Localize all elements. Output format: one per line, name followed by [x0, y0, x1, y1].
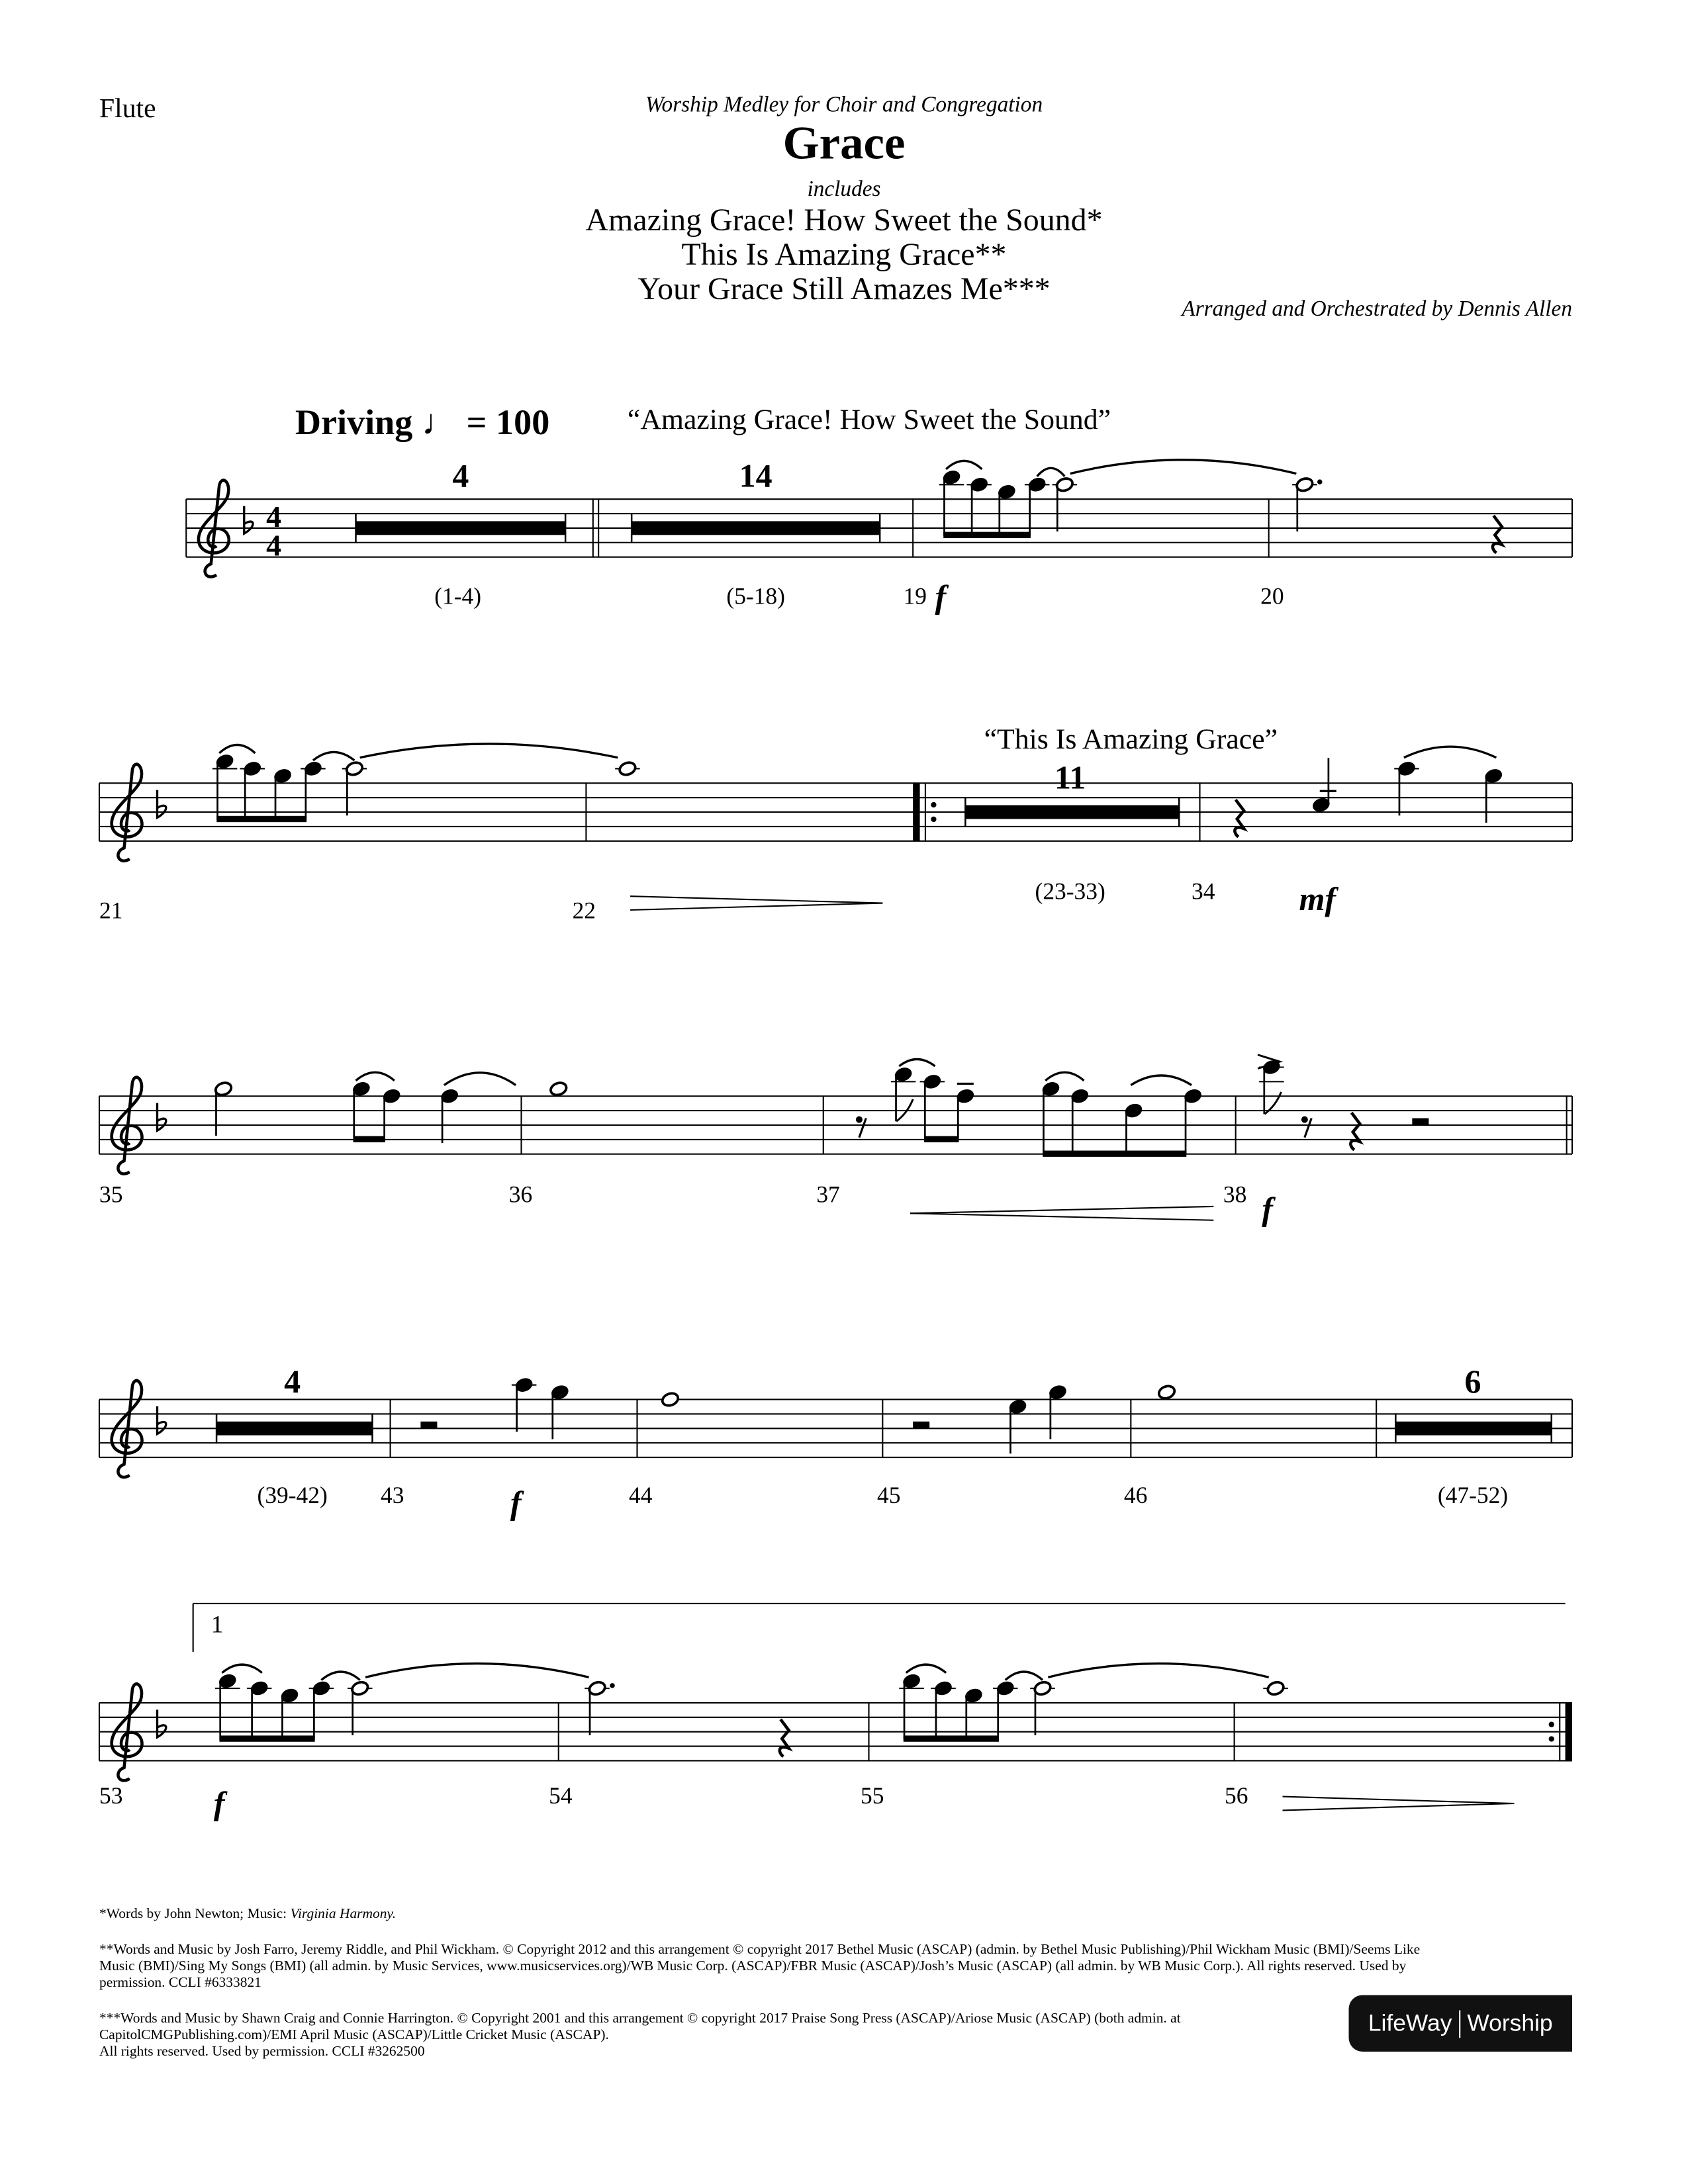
key-signature-flat-icon	[244, 506, 253, 534]
slur	[1045, 1072, 1084, 1081]
beam	[353, 1136, 385, 1142]
notehead	[618, 760, 637, 777]
measure-number: 36	[508, 1181, 533, 1208]
notehead	[1266, 1680, 1286, 1697]
song-title-2: This Is Amazing Grace**	[681, 237, 1007, 272]
dynamic-forte: f	[935, 580, 947, 617]
time-signature-top: 4	[266, 499, 282, 533]
tempo-marking	[295, 402, 550, 443]
slur	[899, 1060, 935, 1066]
decrescendo-hairpin	[1282, 1803, 1514, 1810]
measure-number: 46	[1123, 1482, 1148, 1509]
footnote-rights: All rights reserved. Used by permission. CCLI #3262500	[99, 2044, 425, 2060]
decrescendo-hairpin	[630, 896, 882, 903]
slur	[906, 1664, 946, 1673]
multimeasure-rest	[216, 1422, 372, 1435]
slur	[360, 744, 618, 758]
page-title: Grace	[782, 118, 906, 170]
augmentation-dot	[610, 1683, 615, 1688]
footnote-text-italic: Virginia Harmony.	[290, 1907, 397, 1923]
beam	[904, 1735, 999, 1741]
logo-text: LifeWay	[1368, 2009, 1452, 2036]
slur	[355, 1072, 394, 1081]
measure-number: 37	[816, 1181, 840, 1208]
half-rest-icon	[420, 1422, 437, 1428]
notehead	[549, 1081, 568, 1097]
multimeasure-rest	[355, 521, 565, 535]
half-rest-icon	[913, 1422, 929, 1428]
slur	[1131, 1075, 1192, 1085]
key-signature-flat-icon	[157, 1103, 165, 1131]
beam	[1043, 1151, 1186, 1157]
measure-number: 20	[1260, 583, 1284, 610]
repeat-dot	[931, 817, 936, 822]
repeat-dot	[1549, 1736, 1554, 1741]
quarter-rest-icon	[1235, 799, 1244, 837]
slur	[365, 1664, 588, 1678]
dynamic-forte: f	[213, 1786, 225, 1823]
beam	[219, 1735, 314, 1741]
measure-number: 43	[380, 1482, 404, 1509]
tempo-value: = 100	[466, 402, 550, 443]
multirest-count: 14	[739, 459, 773, 495]
footnote-text: *Words by John Newton; Music:	[99, 1907, 291, 1923]
repeat-start-bar	[913, 783, 919, 841]
slur	[222, 1664, 261, 1673]
multirest-range: (47-52)	[1437, 1482, 1509, 1509]
multirest-range: (1-4)	[434, 583, 482, 610]
measure-number: 56	[1224, 1782, 1248, 1809]
notehead	[1157, 1384, 1176, 1400]
slur	[1404, 747, 1497, 758]
first-ending-number: 1	[211, 1610, 224, 1638]
slur	[1006, 1672, 1043, 1680]
quarter-note-icon: ♩	[421, 402, 458, 443]
beam	[943, 532, 1031, 538]
multirest-count: 11	[1055, 760, 1086, 797]
footnote-amazing-grace	[99, 1907, 1451, 1923]
multimeasure-rest	[965, 805, 1179, 819]
quarter-rest-icon	[1493, 516, 1502, 553]
measure-number: 55	[860, 1782, 884, 1809]
section-title-amazing-grace: “Amazing Grace! How Sweet the Sound”	[627, 402, 1111, 436]
footnote-your-grace: ***Words and Music by Shawn Craig and Connie Harrington. © Copyright 2001 and this arrangement © copyright 2017 Praise Song Press (ASCAP)/Ariose Music (ASCAP) (both admin. at CapitolCMGPublishing.com)/EMI April Music (ASCAP)/Little Cricket Music (ASCAP).	[99, 2011, 1181, 2044]
multimeasure-rest	[632, 521, 880, 535]
measure-number: 22	[572, 897, 596, 924]
measure-number: 45	[876, 1482, 901, 1509]
multirest-range: (23-33)	[1035, 878, 1105, 905]
song-title-1: Amazing Grace! How Sweet the Sound*	[585, 203, 1103, 238]
decrescendo-hairpin	[1282, 1797, 1514, 1803]
eighth-rest-icon	[1301, 1116, 1308, 1123]
tempo-word: Driving	[295, 402, 413, 443]
multirest-range: (5-18)	[726, 583, 785, 610]
measure-number: 19	[903, 583, 927, 610]
measure-number: 21	[99, 897, 123, 924]
dynamic-forte: f	[1262, 1193, 1273, 1229]
slur	[219, 745, 255, 753]
augmentation-dot	[1317, 479, 1323, 484]
key-signature-flat-icon	[157, 1406, 165, 1434]
slur	[321, 1672, 359, 1680]
crescendo-hairpin	[910, 1213, 1213, 1220]
multirest-count: 6	[1464, 1365, 1481, 1401]
slur	[1070, 460, 1297, 474]
beam	[924, 1136, 959, 1142]
slur	[1048, 1664, 1268, 1678]
multirest-range: (39-42)	[257, 1482, 328, 1509]
repeat-end-bar	[1566, 1703, 1572, 1761]
multirest-count: 4	[452, 459, 469, 495]
dynamic-forte: f	[510, 1486, 522, 1522]
section-title-this-is-amazing-grace: “This Is Amazing Grace”	[984, 722, 1278, 756]
decrescendo-hairpin	[630, 903, 882, 910]
subtitle: Worship Medley for Choir and Congregation	[645, 93, 1043, 118]
key-signature-flat-icon	[157, 790, 165, 818]
slur	[444, 1073, 516, 1085]
multirest-count: 4	[284, 1365, 301, 1401]
crescendo-hairpin	[910, 1206, 1213, 1213]
quarter-rest-icon	[1350, 1113, 1360, 1150]
repeat-dot	[1549, 1721, 1554, 1727]
logo-text: Worship	[1467, 2009, 1553, 2036]
measure-number: 35	[99, 1181, 123, 1208]
measure-number: 44	[628, 1482, 653, 1509]
slur	[313, 752, 354, 760]
key-signature-flat-icon	[157, 1709, 165, 1737]
quarter-rest-icon	[780, 1719, 789, 1756]
slur	[1037, 468, 1065, 476]
half-rest-icon	[1412, 1118, 1429, 1125]
repeat-dot	[931, 802, 936, 807]
eighth-rest-icon	[856, 1116, 863, 1123]
beam	[216, 816, 306, 822]
measure-number: 54	[549, 1782, 573, 1809]
measure-number: 34	[1191, 878, 1215, 905]
lifeway-worship-logo	[1348, 1995, 1571, 2052]
dynamic-mezzo-forte: mf	[1299, 882, 1336, 919]
includes-label: includes	[807, 177, 881, 202]
multimeasure-rest	[1395, 1422, 1551, 1435]
measure-number: 38	[1223, 1181, 1247, 1208]
measure-number: 53	[99, 1782, 123, 1809]
time-signature-bottom: 4	[266, 528, 282, 563]
arranger-credit: Arranged and Orchestrated by Dennis Allen	[1182, 297, 1572, 322]
song-title-3: Your Grace Still Amazes Me***	[637, 271, 1051, 306]
instrument-name: Flute	[99, 93, 156, 124]
footnote-this-is-amazing-grace: **Words and Music by Josh Farro, Jeremy Riddle, and Phil Wickham. © Copyright 2012 and this arrangement © copyright 2017 Bethel Music (ASCAP) (admin. by Bethel Music Publishing)/Phil Wickham Music (BMI)/Seems Like Music (BMI)/Sing My Songs (BMI) (all admin. by Music Services, www.musicservices.org)/WB Music Corp. (ASCAP)/FBR Music (ASCAP)/Josh’s Music (ASCAP) (all admin. by WB Music Corp.). All rights reserved. Used by permission. CCLI #6333821	[99, 1942, 1421, 1991]
slur	[946, 461, 982, 469]
notehead	[661, 1391, 680, 1408]
